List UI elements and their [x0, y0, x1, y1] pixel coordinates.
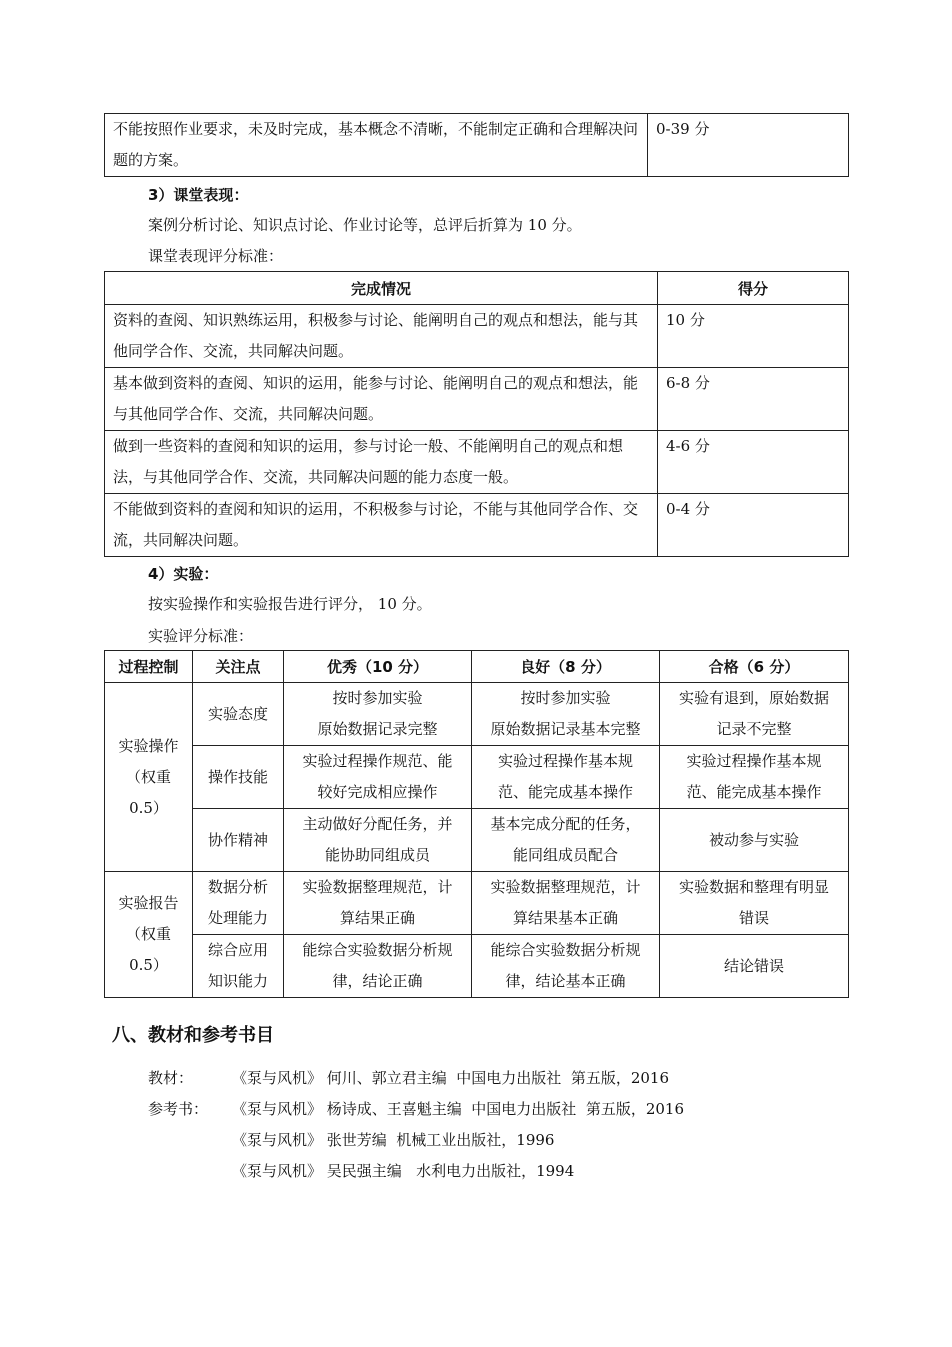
focus-cell: 数据分析 处理能力 — [193, 872, 284, 935]
process-weight-label: （权重 — [125, 767, 171, 786]
column-header-pass: 合格（6 分） — [660, 651, 849, 683]
class-performance-table — [104, 271, 849, 557]
reference-entry: 《泵与风机》 吴民强主编 水利电力出版社，1994 — [232, 1162, 575, 1180]
focus-cell: 操作技能 — [193, 746, 284, 809]
process-weight-label: （权重 — [125, 925, 171, 943]
class-performance-description: 案例分析讨论、知识点讨论、作业讨论等，总评后折算为 10 分。 — [148, 216, 582, 234]
criteria-cell: 不能做到资料的查阅和知识的运用，不积极参与讨论，不能与其他同学合作、交流，共同解决问题。 — [105, 494, 658, 557]
focus-cell: 协作精神 — [193, 809, 284, 872]
table-row — [105, 872, 849, 935]
reference-entry: 《泵与风机》 杨诗成、王喜魁主编 中国电力出版社 第五版，2016 — [232, 1100, 685, 1118]
experiment-standard-label: 实验评分标准： — [148, 627, 254, 645]
textbook-entry: 《泵与风机》 何川、郭立君主编 中国电力出版社 第五版，2016 — [232, 1069, 670, 1087]
good-cell: 基本完成分配的任务， 能同组成员配合 — [472, 809, 660, 872]
excellent-cell: 实验数据整理规范，计 算结果正确 — [284, 872, 472, 935]
focus-cell: 实验态度 — [193, 683, 284, 746]
column-header-score: 得分 — [658, 272, 849, 305]
reference-label: 参考书： — [148, 1100, 209, 1118]
good-cell: 能综合实验数据分析规 律，结论基本正确 — [472, 935, 660, 998]
criteria-cell: 做到一些资料的查阅和知识的运用，参与讨论一般、不能阐明自己的观点和想法，与其他同学合作、交流，共同解决问题的能力态度一般。 — [105, 431, 658, 494]
criteria-cell: 资料的查阅、知识熟练运用，积极参与讨论、能阐明自己的观点和想法，能与其他同学合作、交流，共同解决问题。 — [105, 305, 658, 368]
score-cell: 0-39 分 — [648, 114, 849, 177]
pass-cell: 结论错误 — [660, 935, 849, 998]
table-row — [105, 809, 849, 872]
column-header-excellent: 优秀（10 分） — [284, 651, 472, 683]
experiment-description: 按实验操作和实验报告进行评分， 10 分。 — [148, 595, 432, 613]
column-header-good: 良好（8 分） — [472, 651, 660, 683]
experiment-grading-table — [104, 650, 849, 998]
table-row — [105, 494, 849, 557]
score-cell: 4-6 分 — [658, 431, 849, 494]
table-row — [105, 746, 849, 809]
column-header-completion: 完成情况 — [105, 272, 658, 305]
good-cell: 实验数据整理规范，计 算结果基本正确 — [472, 872, 660, 935]
criteria-cell: 基本做到资料的查阅、知识的运用，能参与讨论、能阐明自己的观点和想法，能与其他同学合作、交流，共同解决问题。 — [105, 368, 658, 431]
good-cell: 实验过程操作基本规 范、能完成基本操作 — [472, 746, 660, 809]
table-header-row — [105, 272, 849, 305]
table-row — [105, 114, 849, 177]
homework-grading-table-tail — [104, 113, 849, 177]
table-row — [105, 683, 849, 746]
column-header-process: 过程控制 — [105, 651, 193, 683]
score-cell: 0-4 分 — [658, 494, 849, 557]
process-cell-experiment-report — [105, 872, 193, 998]
textbook-label: 教材： — [148, 1069, 194, 1087]
score-cell: 6-8 分 — [658, 368, 849, 431]
section-heading-textbooks: 八、教材和参考书目 — [112, 1025, 274, 1046]
excellent-cell: 主动做好分配任务，并 能协助同组成员 — [284, 809, 472, 872]
reference-entry: 《泵与风机》 张世芳编 机械工业出版社，1996 — [232, 1131, 555, 1149]
table-row — [105, 305, 849, 368]
focus-cell: 综合应用 知识能力 — [193, 935, 284, 998]
pass-cell: 被动参与实验 — [660, 809, 849, 872]
process-cell-experiment-operation — [105, 683, 193, 872]
process-weight-value: 0.5） — [129, 798, 168, 817]
table-header-row — [105, 651, 849, 683]
section-heading-class-performance: 3）课堂表现： — [148, 186, 249, 204]
table-row — [105, 431, 849, 494]
excellent-cell: 按时参加实验 原始数据记录完整 — [284, 683, 472, 746]
good-cell: 按时参加实验 原始数据记录基本完整 — [472, 683, 660, 746]
process-weight-value: 0.5） — [129, 956, 168, 974]
score-cell: 10 分 — [658, 305, 849, 368]
table-row — [105, 935, 849, 998]
process-label: 实验操作 — [118, 736, 179, 755]
pass-cell: 实验过程操作基本规 范、能完成基本操作 — [660, 746, 849, 809]
process-label: 实验报告 — [118, 894, 179, 912]
excellent-cell: 实验过程操作规范、能 较好完成相应操作 — [284, 746, 472, 809]
class-performance-standard-label: 课堂表现评分标准： — [148, 247, 284, 265]
criteria-cell: 不能按照作业要求，未及时完成，基本概念不清晰，不能制定正确和合理解决问题的方案。 — [105, 114, 648, 177]
column-header-focus: 关注点 — [193, 651, 284, 683]
table-row — [105, 368, 849, 431]
excellent-cell: 能综合实验数据分析规 律，结论正确 — [284, 935, 472, 998]
pass-cell: 实验数据和整理有明显 错误 — [660, 872, 849, 935]
pass-cell: 实验有退到，原始数据 记录不完整 — [660, 683, 849, 746]
section-heading-experiment: 4）实验： — [148, 565, 219, 583]
